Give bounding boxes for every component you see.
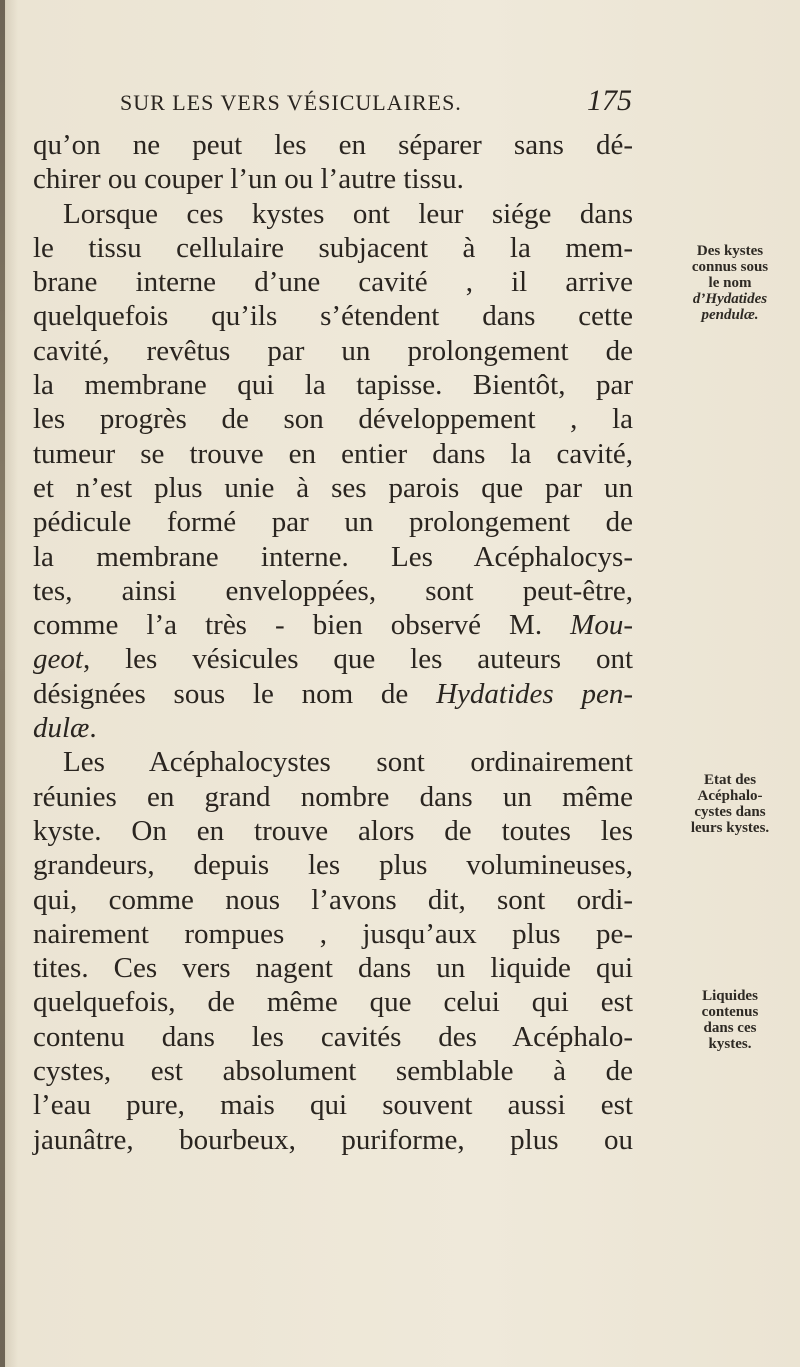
text-line (33, 471, 633, 505)
text-line (33, 1054, 633, 1088)
margin-note-line: contenus (701, 1004, 759, 1020)
text-segment: qui, comme nous l’avons dit, sont ordi- (33, 883, 633, 916)
margin-note-line: kystes. (708, 1036, 752, 1052)
text-line (33, 1020, 633, 1054)
text-line (33, 677, 633, 711)
text-segment: pédicule formé par un prolongement de (33, 506, 633, 539)
text-line (33, 540, 633, 574)
text-segment: la membrane interne. Les Acéphalocys- (33, 540, 633, 573)
text-line (33, 711, 633, 745)
text-segment: cavité, revêtus par un prolongement de (33, 334, 633, 367)
margin-note-line: dans ces (703, 1020, 757, 1036)
text-segment: Les Acéphalocystes sont ordinairement (63, 746, 633, 779)
text-line (33, 642, 633, 676)
text-line (33, 608, 633, 642)
italic-text: dulæ (33, 712, 90, 745)
text-segment: qu’on ne peut les en séparer sans dé- (33, 129, 633, 161)
text-segment: , les vésicules que les auteurs ont (82, 643, 633, 676)
margin-note-liquides (660, 988, 800, 1052)
text-segment: nairement rompues , jusqu’aux plus pe- (33, 917, 633, 950)
margin-note-line: Des kystes (696, 243, 764, 259)
text-line (33, 197, 633, 231)
text-line (33, 437, 633, 471)
margin-note-line: d’Hydatides (692, 291, 768, 307)
text-segment: kyste. On en trouve alors de toutes les (33, 814, 633, 847)
margin-note-kystes-hydatides (660, 243, 800, 323)
page-header (120, 84, 632, 124)
text-segment: cystes, est absolument semblable à de (33, 1055, 633, 1088)
text-line (33, 231, 633, 265)
text-segment: l’eau pure, mais qui souvent aussi est (33, 1089, 633, 1122)
text-line (33, 368, 633, 402)
margin-note-line: Acéphalo- (697, 788, 763, 804)
text-line (33, 1123, 633, 1157)
page-spine-edge (0, 0, 5, 1367)
text-line (33, 299, 633, 333)
text-segment: tites. Ces vers nagent dans un liquide qui (33, 952, 633, 985)
text-segment: la membrane qui la tapisse. Bientôt, par (33, 369, 633, 402)
text-segment: tes, ainsi enveloppées, sont peut-être, (33, 574, 633, 607)
margin-note-etat-acephalocystes (660, 772, 800, 836)
text-line (33, 128, 633, 162)
text-segment: quelquefois qu’ils s’étendent dans cette (33, 300, 633, 333)
italic-text: Mou- (570, 609, 633, 642)
text-segment: quelquefois, de même que celui qui est (33, 986, 633, 1019)
margin-note-line: Liquides (702, 988, 758, 1004)
text-line (33, 985, 633, 1019)
text-segment: les progrès de son développement , la (33, 403, 633, 436)
text-line (33, 814, 633, 848)
body-text (33, 128, 633, 1157)
text-segment: chirer ou couper l’un ou l’autre tissu. (33, 163, 464, 196)
page-number: 175 (587, 84, 632, 117)
margin-note-line: connus sous (691, 259, 769, 275)
text-segment: désignées sous le nom de (33, 677, 437, 710)
text-segment: grandeurs, depuis les plus volumineuses, (33, 849, 633, 882)
text-segment: Lorsque ces kystes ont leur siége dans (63, 197, 633, 230)
text-segment: brane interne d’une cavité , il arrive (33, 266, 633, 299)
text-line (33, 334, 633, 368)
text-line (33, 265, 633, 299)
margin-note-line: cystes dans (694, 804, 766, 820)
text-line (33, 848, 633, 882)
italic-text: Hydatides pen- (436, 677, 633, 710)
text-line (33, 883, 633, 917)
text-line (33, 917, 633, 951)
margin-note-line: leurs kystes. (690, 820, 770, 836)
margin-note-line: le nom (708, 275, 752, 291)
margin-note-line: Etat des (703, 772, 757, 788)
text-segment: jaunâtre, bourbeux, puriforme, plus ou (33, 1123, 633, 1156)
text-line (33, 162, 633, 196)
text-line (33, 402, 633, 436)
text-line (33, 780, 633, 814)
italic-text: geot (33, 643, 83, 676)
text-line (33, 505, 633, 539)
text-segment: le tissu cellulaire subjacent à la mem- (33, 231, 633, 264)
text-segment: réunies en grand nombre dans un même (33, 780, 633, 813)
text-segment: tumeur se trouve en entier dans la cavité, (33, 437, 633, 470)
text-segment: et n’est plus unie à ses parois que par un (33, 471, 633, 504)
text-line (33, 574, 633, 608)
text-segment: contenu dans les cavités des Acéphalo- (33, 1020, 633, 1053)
text-segment: comme l’a très - bien observé M. (33, 609, 571, 642)
text-line (33, 745, 633, 779)
text-segment: . (89, 712, 97, 745)
text-line (33, 1088, 633, 1122)
text-line (33, 951, 633, 985)
margin-note-line: pendulæ. (701, 307, 759, 323)
running-head: SUR LES VERS VÉSICULAIRES. (120, 90, 462, 115)
